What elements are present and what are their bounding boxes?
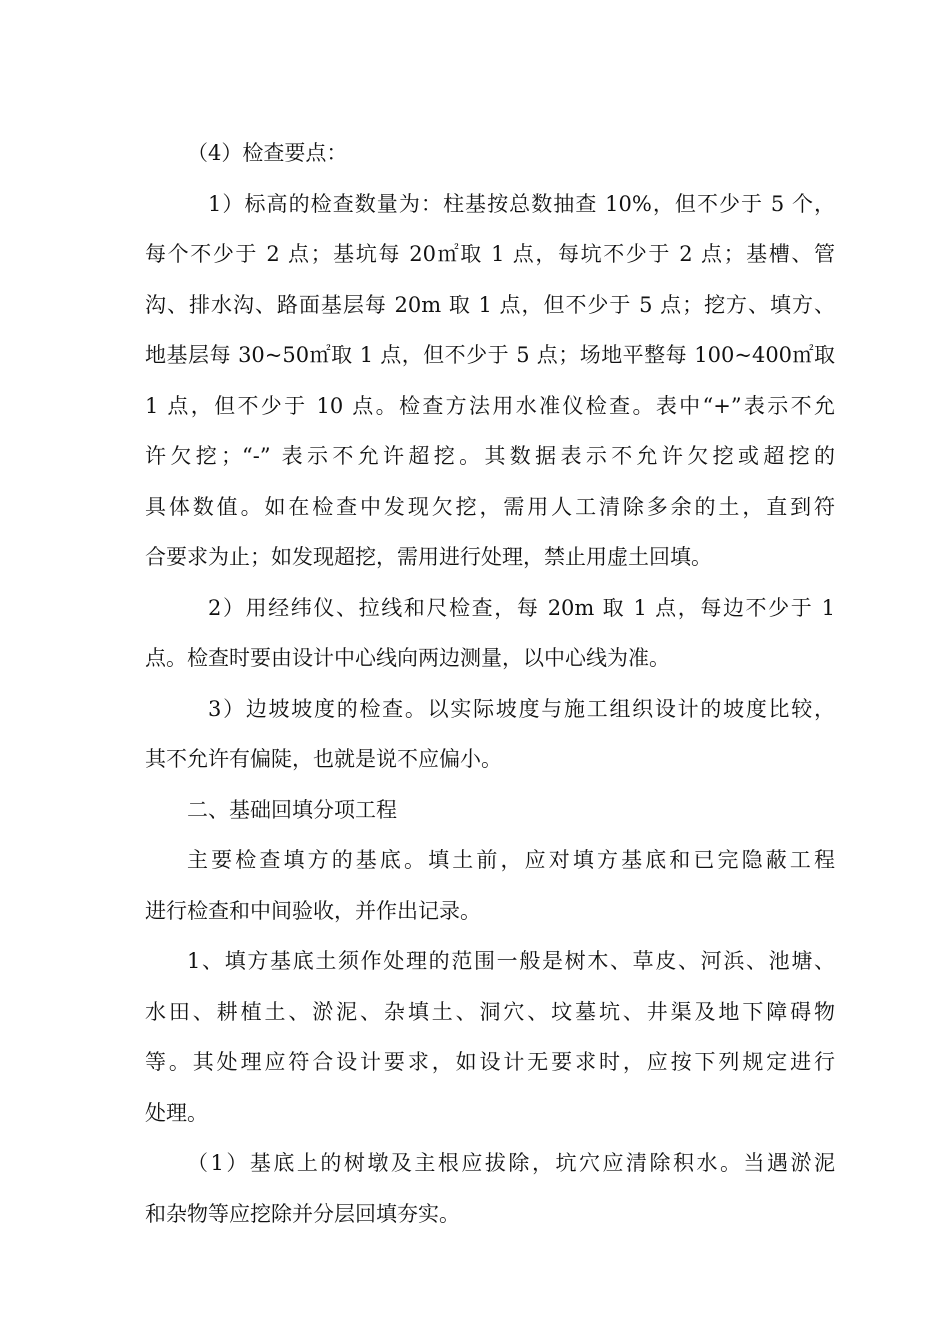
text-line: 处理。 — [145, 1100, 208, 1125]
text-line: 等。其处理应符合设计要求，如设计无要求时，应按下列规定进行 — [145, 1050, 835, 1074]
text-line: 3）边坡坡度的检查。以实际坡度与施工组织设计的坡度比较， — [208, 696, 835, 721]
text-line: 1、填方基底土须作处理的范围一般是树木、草皮、河浜、池塘、 — [187, 949, 835, 973]
text-line: 水田、耕植土、淤泥、杂填土、洞穴、坟墓坑、井渠及地下障碍物 — [145, 999, 835, 1024]
text-line: 合要求为止；如发现超挖，需用进行处理，禁止用虚土回填。 — [145, 545, 712, 569]
text-line: 许欠挖；“-” 表示不允许超挖。其数据表示不允许欠挖或超挖的 — [145, 444, 835, 468]
text-line: 点。检查时要由设计中心线向两边测量，以中心线为准。 — [145, 646, 670, 670]
text-line: 主要检查填方的基底。填土前，应对填方基底和已完隐蔽工程 — [187, 848, 835, 872]
text-line: 其不允许有偏陡，也就是说不应偏小。 — [145, 747, 502, 771]
document-body — [145, 128, 835, 1239]
text-line: 沟、排水沟、路面基层每 20m 取 1 点，但不少于 5 点；挖方、填方、 — [145, 292, 835, 317]
text-line: 和杂物等应挖除并分层回填夯实。 — [145, 1201, 460, 1226]
text-line: 2）用经纬仪、拉线和尺检查，每 20m 取 1 点，每边不少于 1 — [208, 595, 835, 620]
text-line: 每个不少于 2 点；基坑每 20㎡取 1 点，每坑不少于 2 点；基槽、管 — [145, 242, 835, 266]
text-line: （1）基底上的树墩及主根应拔除，坑穴应清除积水。当遇淤泥 — [187, 1151, 835, 1175]
section-heading: 二、基础回填分项工程 — [187, 797, 397, 822]
text-line: 具体数值。如在检查中发现欠挖，需用人工清除多余的土，直到符 — [145, 494, 835, 519]
text-line: 1 点，但不少于 10 点。检查方法用水准仪检查。表中“+”表示不允 — [145, 393, 835, 418]
text-line: 地基层每 30~50㎡取 1 点，但不少于 5 点；场地平整每 100~400㎡取 — [145, 343, 835, 367]
text-line: （4）检查要点： — [187, 141, 348, 165]
text-line: 进行检查和中间验收，并作出记录。 — [145, 898, 481, 923]
text-line: 1）标高的检查数量为：柱基按总数抽查 10%，但不少于 5 个， — [208, 191, 835, 216]
